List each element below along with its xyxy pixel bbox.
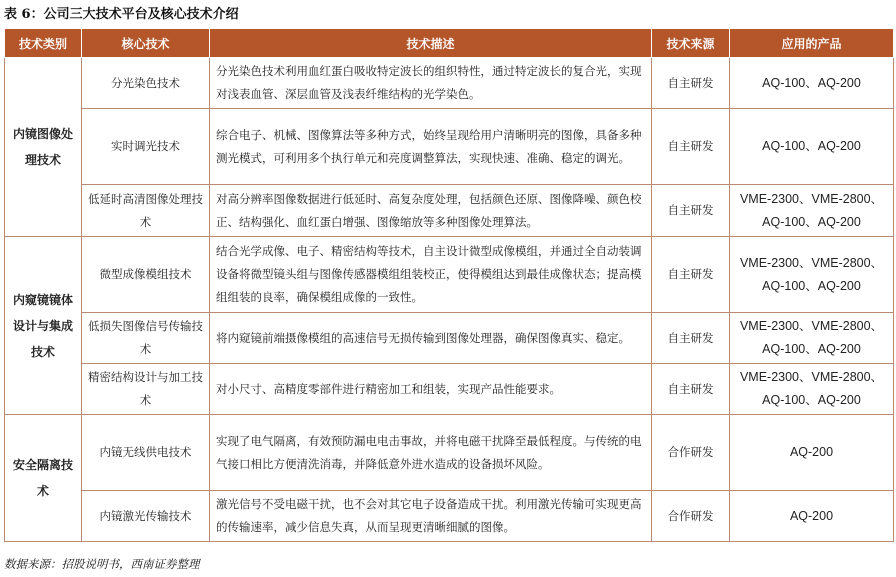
core-tech-cell: 内镜无线供电技术 <box>82 415 210 491</box>
table-title: 表 6：公司三大技术平台及核心技术介绍 <box>4 7 239 22</box>
source-cell: 自主研发 <box>652 237 730 313</box>
description-cell: 将内窥镜前端摄像模组的高速信号无损传输到图像处理器，确保图像真实、稳定。 <box>210 313 652 364</box>
source-cell: 自主研发 <box>652 364 730 415</box>
table-row <box>5 491 894 542</box>
core-tech-cell: 精密结构设计与加工技术 <box>82 364 210 415</box>
table-row <box>5 58 894 109</box>
core-tech-cell: 低损失图像信号传输技术 <box>82 313 210 364</box>
description-cell: 对小尺寸、高精度零部件进行精密加工和组装，实现产品性能要求。 <box>210 364 652 415</box>
core-tech-cell: 低延时高清图像处理技术 <box>82 185 210 237</box>
source-cell: 自主研发 <box>652 185 730 237</box>
table-row <box>5 237 894 313</box>
core-tech-cell: 微型成像模组技术 <box>82 237 210 313</box>
table-row <box>5 109 894 185</box>
source-cell: 自主研发 <box>652 58 730 109</box>
product-cell: AQ-200 <box>730 415 894 491</box>
description-cell: 实现了电气隔离，有效预防漏电电击事故，并将电磁干扰降至最低程度。与传统的电气接口相比方便清洗消毒，并降低意外进水造成的设备损坏风险。 <box>210 415 652 491</box>
category-cell: 内窥镜镜体设计与集成技术 <box>5 237 82 415</box>
table-row <box>5 313 894 364</box>
product-cell: VME-2300、VME-2800、AQ-100、AQ-200 <box>730 237 894 313</box>
category-cell: 内镜图像处理技术 <box>5 58 82 237</box>
source-cell: 合作研发 <box>652 415 730 491</box>
product-cell: AQ-100、AQ-200 <box>730 109 894 185</box>
product-cell: VME-2300、VME-2800、AQ-100、AQ-200 <box>730 185 894 237</box>
header-product: 应用的产品 <box>730 29 894 58</box>
table-row <box>5 185 894 237</box>
description-cell: 对高分辨率图像数据进行低延时、高复杂度处理，包括颜色还原、图像降噪、颜色校正、结构强化、血红蛋白增强、图像缩放等多种图像处理算法。 <box>210 185 652 237</box>
table-header-row <box>5 29 894 58</box>
category-cell: 安全隔离技术 <box>5 415 82 542</box>
product-cell: VME-2300、VME-2800、AQ-100、AQ-200 <box>730 313 894 364</box>
product-cell: AQ-100、AQ-200 <box>730 58 894 109</box>
product-cell: AQ-200 <box>730 491 894 542</box>
core-tech-cell: 内镜激光传输技术 <box>82 491 210 542</box>
description-cell: 结合光学成像、电子、精密结构等技术，自主设计微型成像模组，并通过全自动装调设备将微型镜头组与图像传感器模组组装校正，使得模组达到最佳成像状态；提高模组组装的良率，确保模组成像的一致性。 <box>210 237 652 313</box>
header-source: 技术来源 <box>652 29 730 58</box>
header-category: 技术类别 <box>5 29 82 58</box>
source-cell: 合作研发 <box>652 491 730 542</box>
table-row <box>5 364 894 415</box>
core-tech-cell: 实时调光技术 <box>82 109 210 185</box>
header-description: 技术描述 <box>210 29 652 58</box>
source-note: 数据来源：招股说明书，西南证券整理 <box>4 557 200 571</box>
product-cell: VME-2300、VME-2800、AQ-100、AQ-200 <box>730 364 894 415</box>
description-cell: 激光信号不受电磁干扰，也不会对其它电子设备造成干扰。利用激光传输可实现更高的传输速率，减少信息失真，从而呈现更清晰细腻的图像。 <box>210 491 652 542</box>
description-cell: 综合电子、机械、图像算法等多种方式，始终呈现给用户清晰明亮的图像，具备多种测光模式，可利用多个执行单元和亮度调整算法，实现快速、准确、稳定的调光。 <box>210 109 652 185</box>
table-row <box>5 415 894 491</box>
description-cell: 分光染色技术利用血红蛋白吸收特定波长的组织特性，通过特定波长的复合光，实现对浅表血管、深层血管及浅表纤维结构的光学染色。 <box>210 58 652 109</box>
header-core-tech: 核心技术 <box>82 29 210 58</box>
source-cell: 自主研发 <box>652 109 730 185</box>
source-cell: 自主研发 <box>652 313 730 364</box>
tech-platform-table <box>4 28 894 542</box>
core-tech-cell: 分光染色技术 <box>82 58 210 109</box>
